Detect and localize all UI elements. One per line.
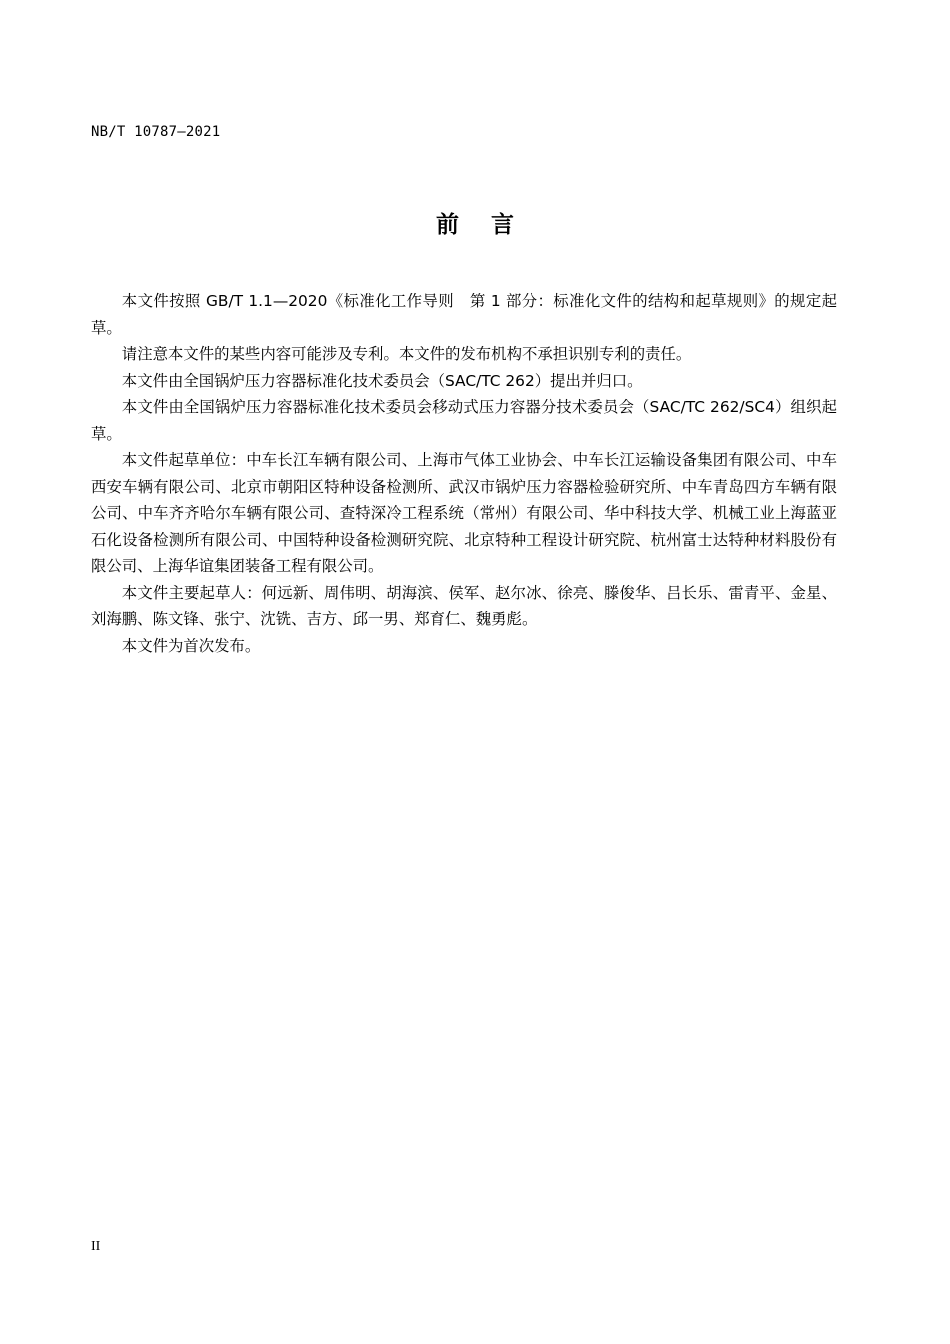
- page-number: II: [91, 1239, 101, 1254]
- paragraph-first-release: 本文件为首次发布。: [121, 636, 261, 655]
- foreword-body: [91, 288, 837, 659]
- standard-code: NB/T 10787—2021: [91, 124, 221, 140]
- paragraph-drafting-units: 本文件起草单位：中车长江车辆有限公司、上海市气体工业协会、中车长江运输设备集团有限公司、中车西安车辆有限公司、北京市朝阳区特种设备检测所、武汉市锅炉压力容器检验研究所、中车青岛四方车辆有限公司、中车齐齐哈尔车辆有限公司、查特深冷工程系统（常州）有限公司、华中科技大学、机械工业上海蓝亚石化设备检测所有限公司、中国特种设备检测研究院、北京特种工程设计研究院、杭州富士达特种材料股份有限公司、上海华谊集团装备工程有限公司。: [91, 451, 837, 575]
- paragraph-patent-notice: 请注意本文件的某些内容可能涉及专利。本文件的发布机构不承担识别专利的责任。: [121, 345, 692, 363]
- paragraph-proposed-by: 本文件由全国锅炉压力容器标准化技术委员会（SAC/TC 262）提出并归口。: [121, 371, 643, 390]
- paragraph-drafting-rules: 本文件按照 GB/T 1.1—2020《标准化工作导则 第 1 部分：标准化文件的结构和起草规则》的规定起草。: [91, 292, 837, 337]
- paragraph-drafters: 本文件主要起草人：何远新、周伟明、胡海滨、侯军、赵尔冰、徐亮、滕俊华、吕长乐、雷青平、金星、刘海鹏、陈文锋、张宁、沈铣、吉方、邱一男、郑育仁、魏勇彪。: [91, 583, 837, 628]
- paragraph-organized-by: 本文件由全国锅炉压力容器标准化技术委员会移动式压力容器分技术委员会（SAC/TC 262/SC4）组织起草。: [91, 398, 837, 443]
- page-title: 前言: [436, 212, 546, 238]
